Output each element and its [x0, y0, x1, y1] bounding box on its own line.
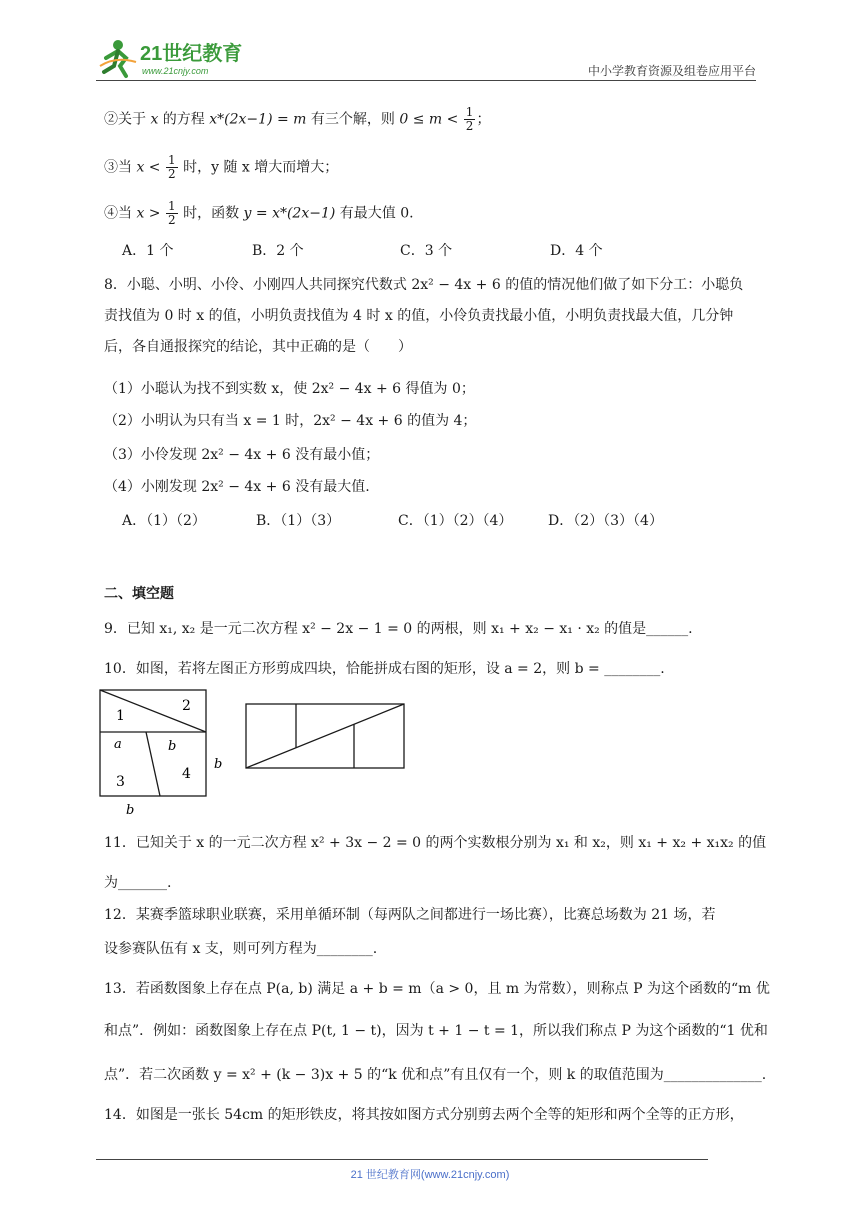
option-b[interactable]: B．（1）（3） [256, 513, 341, 529]
fraction-half: $\frac{1}{2}$ [465, 105, 474, 133]
option-c[interactable]: C．3 个 [400, 243, 453, 259]
q13-line-1: 13．若函数图象上存在点 P(a, b) 满足 a + b = m（a > 0，且 m 为常数），则称点 P 为这个函数的“m 优 [104, 981, 770, 997]
q8-statement-4: （4）小刚发现 2x² − 4x + 6 没有最大值. [104, 479, 370, 495]
q8-line-3: 后，各自通报探究的结论，其中正确的是（ ） [104, 339, 412, 355]
q7-item-2: ②关于 x 的方程 x*(2x−1) = m 有三个解，则 0 ≤ m < $\frac{1}{2}$ ； [104, 105, 491, 133]
length-label-b-bottom: b [126, 803, 135, 818]
option-a[interactable]: A．1 个 [122, 243, 174, 259]
q7-item-4: ④当 x > $\frac{1}{2}$ 时，函数 y = x*(2x−1) 有最大值 0. [104, 199, 414, 227]
length-label-b-right: b [214, 757, 223, 772]
piece-label-4: 4 [182, 766, 191, 782]
q8-line-1: 8．小聪、小明、小伶、小刚四人共同探究代数式 2x² − 4x + 6 的值的情况他们做了如下分工：小聪负 [104, 277, 744, 293]
piece-label-2: 2 [182, 698, 191, 714]
q10-figure [96, 688, 416, 822]
option-b[interactable]: B．2 个 [252, 243, 304, 259]
runner-icon [100, 40, 136, 76]
q11-line-1: 11．已知关于 x 的一元二次方程 x² + 3x − 2 = 0 的两个实数根分别为 x₁ 和 x₂，则 x₁ + x₂ + x₁x₂ 的值 [104, 835, 767, 851]
q12-line-1: 12．某赛季篮球职业联赛，采用单循环制（每两队之间都进行一场比赛），比赛总场数为 21 场，若 [104, 907, 716, 923]
q14-line-1: 14．如图是一张长 54cm 的矩形铁皮，将其按如图方式分别剪去两个全等的矩形和两个全等的正方形， [104, 1107, 744, 1123]
q11-line-2: 为_______. [104, 875, 172, 891]
q8-options [122, 512, 764, 530]
svg-text:www.21cnjy.com: www.21cnjy.com [142, 66, 209, 76]
option-d[interactable]: D．4 个 [550, 243, 603, 259]
q7-options [122, 242, 764, 260]
q7-item-3: ③当 x < $\frac{1}{2}$ 时，y 随 x 增大而增大； [104, 153, 339, 181]
q13-line-2: 和点”．例如：函数图象上存在点 P(t, 1 − t)，因为 t + 1 − t = 1，所以我们称点 P 为这个函数的“1 优和 [104, 1023, 768, 1039]
fraction-half: $\frac{1}{2}$ [167, 199, 176, 227]
q9-text: 9．已知 x₁, x₂ 是一元二次方程 x² − 2x − 1 = 0 的两根，则 x₁ + x₂ − x₁ · x₂ 的值是______. [104, 621, 693, 637]
fraction-half: $\frac{1}{2}$ [167, 153, 176, 181]
platform-name: 中小学教育资源及组卷应用平台 [587, 64, 756, 78]
piece-label-1: 1 [116, 708, 125, 724]
section-title: 二、填空题 [104, 585, 174, 601]
q8-line-2: 责找值为 0 时 x 的值，小明负责找值为 4 时 x 的值，小伶负责找最小值，小明负责找最大值，几分钟 [104, 308, 734, 324]
rectangle-figure [246, 704, 404, 768]
option-c[interactable]: C．（1）（2）（4） [398, 513, 513, 529]
length-label-a: a [114, 737, 122, 752]
q13-line-3: 点”．若二次函数 y = x² + (k − 3)x + 5 的“k 优和点”有且仅有一个，则 k 的取值范围为______________. [104, 1067, 767, 1083]
footer-divider [96, 1159, 708, 1160]
length-label-b-inner: b [168, 739, 177, 754]
q12-line-2: 设参赛队伍有 x 支，则可列方程为________. [104, 941, 378, 957]
footer-text[interactable]: 21 世纪教育网(www.21cnjy.com) [350, 1169, 510, 1181]
q8-statement-1: （1）小聪认为找不到实数 x，使 2x² − 4x + 6 得值为 0； [104, 381, 475, 397]
site-logo [96, 36, 256, 80]
svg-text:21世纪教育: 21世纪教育 [140, 43, 243, 65]
q8-statement-3: （3）小伶发现 2x² − 4x + 6 没有最小值； [104, 447, 380, 463]
q10-text: 10．如图，若将左图正方形剪成四块，恰能拼成右图的矩形，设 a = 2，则 b = ________. [104, 661, 665, 677]
q8-statement-2: （2）小明认为只有当 x = 1 时，2x² − 4x + 6 的值为 4； [104, 413, 477, 429]
header-divider [96, 80, 756, 81]
option-d[interactable]: D．（2）（3）（4） [548, 513, 663, 529]
piece-label-3: 3 [116, 774, 125, 790]
option-a[interactable]: A．（1）（2） [122, 513, 206, 529]
